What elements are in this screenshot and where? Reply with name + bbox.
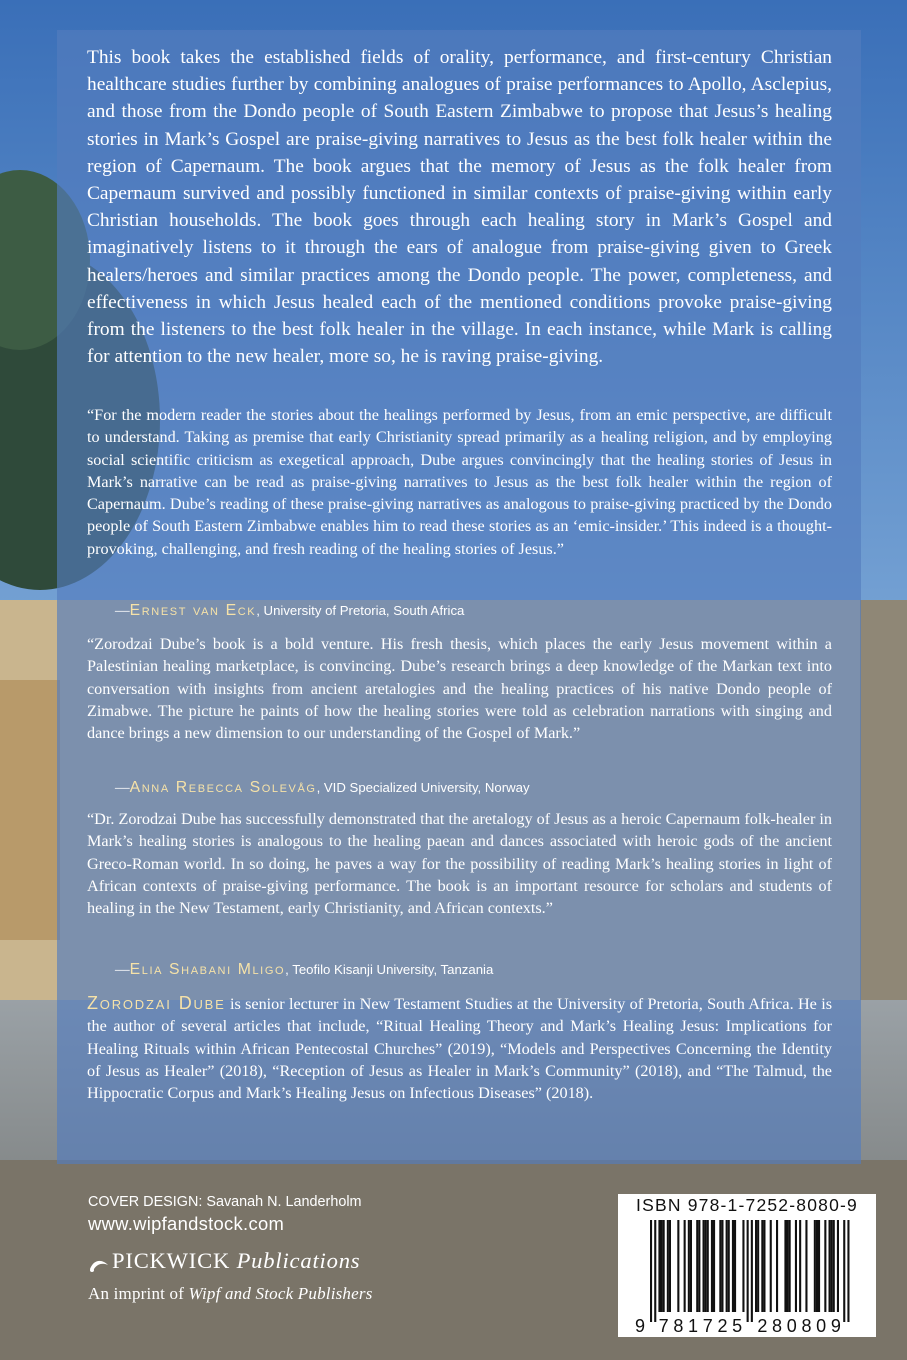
attribution-dash: —	[115, 962, 130, 978]
author-bio	[87, 992, 832, 1104]
barcode-bar	[719, 1220, 721, 1312]
cover-design-credit: COVER DESIGN: Savanah N. Landerholm	[88, 1194, 362, 1210]
publisher-brand: PICKWICK	[112, 1248, 231, 1273]
barcode-digit: 0	[816, 1316, 827, 1334]
endorser-name: Elia Shabani Mligo	[129, 961, 286, 978]
barcode-bar	[690, 1220, 692, 1312]
endorser-affiliation: , University of Pretoria, South Africa	[256, 603, 465, 618]
endorsement-quote: “For the modern reader the stories about the healings performed by Jesus, from an emic perspective, are difficult to understand. Taking as premise that early Christianity spread primarily as a healing religion, and by employing social scientific criticism as exegetical approach, Dube argues convincingly that the healing stories of Jesus in Mark’s narrative can be read as praise-giving narratives to Jesus as the best folk healer within the region of Capernaum. Dube’s reading of these praise-giving narratives as analogous to praise-giving practiced by the Dondo people of South Eastern Zimbabwe enables him to read these stories as an ‘emic-insider.’ This indeed is a thought-provoking, challenging, and fresh reading of the healing stories of Jesus.”	[87, 406, 832, 558]
barcode-bar	[770, 1220, 772, 1312]
isbn-label: ISBN 978-1-7252-8080-9	[636, 1195, 858, 1215]
barcode-bar	[833, 1220, 835, 1312]
barcode-bar	[703, 1220, 705, 1312]
barcode-bar	[650, 1220, 652, 1322]
imprint-publisher: Wipf and Stock Publishers	[188, 1284, 373, 1303]
barcode-bar	[747, 1220, 749, 1322]
barcode-bar	[837, 1220, 839, 1312]
barcode-bar	[734, 1220, 736, 1312]
barcode-digit: 1	[688, 1316, 699, 1334]
imprint-prefix: An imprint of	[88, 1284, 189, 1303]
barcode-bar	[713, 1220, 715, 1312]
barcode-bar	[677, 1220, 679, 1312]
barcode-bar	[847, 1220, 849, 1322]
barcode-bar	[667, 1220, 669, 1312]
barcode-bar	[663, 1220, 665, 1312]
barcode-bar	[789, 1220, 791, 1312]
barcode-bar	[696, 1220, 698, 1312]
barcode-bar	[799, 1220, 801, 1312]
barcode-bar	[711, 1220, 713, 1312]
barcode-bar	[814, 1220, 816, 1312]
attribution-dash: —	[115, 780, 130, 796]
barcode-bar	[705, 1220, 707, 1312]
barcode-bar	[654, 1220, 656, 1322]
barcode-bar	[728, 1220, 730, 1312]
barcode-digit: 2	[717, 1316, 728, 1334]
ornament-icon	[88, 1257, 110, 1273]
barcode-bar	[831, 1220, 833, 1312]
isbn-barcode-box	[618, 1194, 876, 1337]
barcode-bar	[761, 1220, 763, 1312]
barcode-bar	[795, 1220, 797, 1312]
endorsement-attribution	[115, 961, 493, 979]
barcode-bar	[757, 1220, 759, 1312]
endorsement-attribution	[115, 779, 530, 797]
endorser-name: Ernest van Eck	[129, 602, 257, 619]
barcode-graphic	[630, 1220, 866, 1334]
publisher-credits	[88, 1193, 373, 1305]
barcode-digit: 8	[673, 1316, 684, 1334]
barcode-bar	[824, 1220, 826, 1312]
barcode-digit: 8	[801, 1316, 812, 1334]
barcode-digit: 9	[634, 1316, 646, 1334]
attribution-dash: —	[115, 603, 130, 619]
barcode-bar	[816, 1220, 818, 1312]
barcode-bar	[805, 1220, 807, 1312]
barcode-digits	[635, 1316, 841, 1334]
publisher-website-link[interactable]: www.wipfandstock.com	[88, 1213, 285, 1234]
barcode-digit: 2	[757, 1316, 768, 1334]
barcode-bar	[818, 1220, 820, 1312]
barcode-bar	[829, 1220, 831, 1312]
barcode-bars	[650, 1220, 850, 1322]
endorser-name: Anna Rebecca Solevåg	[129, 779, 317, 796]
barcode-digit: 7	[658, 1316, 669, 1334]
barcode-bar	[688, 1220, 690, 1312]
barcode-bar	[763, 1220, 765, 1312]
barcode-bar	[784, 1220, 786, 1312]
endorsement-attribution	[115, 602, 464, 620]
barcode-bar	[661, 1220, 663, 1312]
barcode-bar	[751, 1220, 753, 1322]
barcode-bar	[742, 1220, 744, 1312]
barcode-bar	[698, 1220, 700, 1312]
endorser-affiliation: , VID Specialized University, Norway	[316, 780, 530, 795]
barcode-bar	[787, 1220, 789, 1312]
author-bio-text: is senior lecturer in New Testament Studies at the University of Pretoria, South Africa. He is the author of several articles that include, “Ritual Healing Theory and Mark’s Healing Jesus: Implications for Healing Rituals within African Pentecostal Churches” (2019), “Models and Perspectives Concerning the Identity of Jesus as Healer” (2018), “Reception of Jesus as Healer in Mark’s Community” (2018), and “The Talmud, the Hippocratic Corpus and Mark’s Healing Jesus on Infectious Diseases” (2018).	[87, 995, 832, 1103]
barcode-bar	[755, 1220, 757, 1312]
endorser-affiliation: , Teofilo Kisanji University, Tanzania	[285, 962, 494, 977]
barcode-bar	[732, 1220, 734, 1312]
barcode-digit: 0	[786, 1316, 797, 1334]
barcode-bar	[669, 1220, 671, 1312]
barcode-digit: 7	[702, 1316, 713, 1334]
barcode-bar	[721, 1220, 723, 1312]
publisher-word: Publications	[236, 1248, 361, 1273]
barcode-bar	[658, 1220, 660, 1312]
book-description: This book takes the established fields of orality, performance, and first-century Christian healthcare studies further by combining analogues of praise performances to Apollo, Asclepius, and those from the Dondo people of South Eastern Zimbabwe to propose that Jesus’s healing stories in Mark’s Gospel are praise-giving narratives to Jesus as the best folk healer within the region of Capernaum. The book argues that the memory of Jesus as the folk healer from Capernaum survived and possibly functioned in similar contexts of praise-giving within early Christian households. The book goes through each healing story in Mark’s Gospel and imaginatively listens to it through the ears of analogue from praise-giving given to Greek healers/heroes and similar practices among the Dondo people. The power, completeness, and effectiveness in which Jesus healed each of the mentioned conditions provoke praise-giving from the listeners to the best folk healer in the village. In each instance, while Mark is calling for attention to the new healer, more so, he is raving praise-giving.	[87, 47, 832, 368]
barcode-bar	[776, 1220, 778, 1312]
endorsement-quote: “Dr. Zorodzai Dube has successfully demonstrated that the aretalogy of Jesus as a heroic Capernaum folk-healer in Mark’s healing stories is analogous to the healing paean and dances associated with heroic gods of the ancient Greco-Roman world. In so doing, he paves a way for the possibility of reading Mark’s healing stories in light of African contexts of praise-giving performance. The book is an important resource for scholars and students of healing in the New Testament, early Christianity, and African contexts.”	[87, 810, 832, 918]
author-name: Zorodzai Dube	[87, 993, 226, 1013]
barcode-bar	[684, 1220, 686, 1312]
barcode-digit: 5	[732, 1316, 743, 1334]
endorsement-quote: “Zorodzai Dube’s book is a bold venture. His fresh thesis, which places the early Jesus movement within a Palestinian healing marketplace, is convincing. Dube’s research brings a deep knowledge of the Markan text into conversation with insights from ancient aretalogies and the healing practices of his native Dondo people of Zimabwe. The picture he paints of how the healing stories were told as celebration narrations with singing and dance brings a new dimension to our understanding of the Gospel of Mark.”	[87, 635, 832, 743]
barcode-bar	[843, 1220, 845, 1322]
barcode-bar	[707, 1220, 709, 1312]
barcode-bar	[726, 1220, 728, 1312]
barcode-digit: 9	[830, 1316, 841, 1334]
barcode-digit: 8	[772, 1316, 783, 1334]
imprint-line	[88, 1283, 373, 1305]
publisher-name	[112, 1249, 360, 1273]
publisher-logo-row	[88, 1249, 373, 1273]
